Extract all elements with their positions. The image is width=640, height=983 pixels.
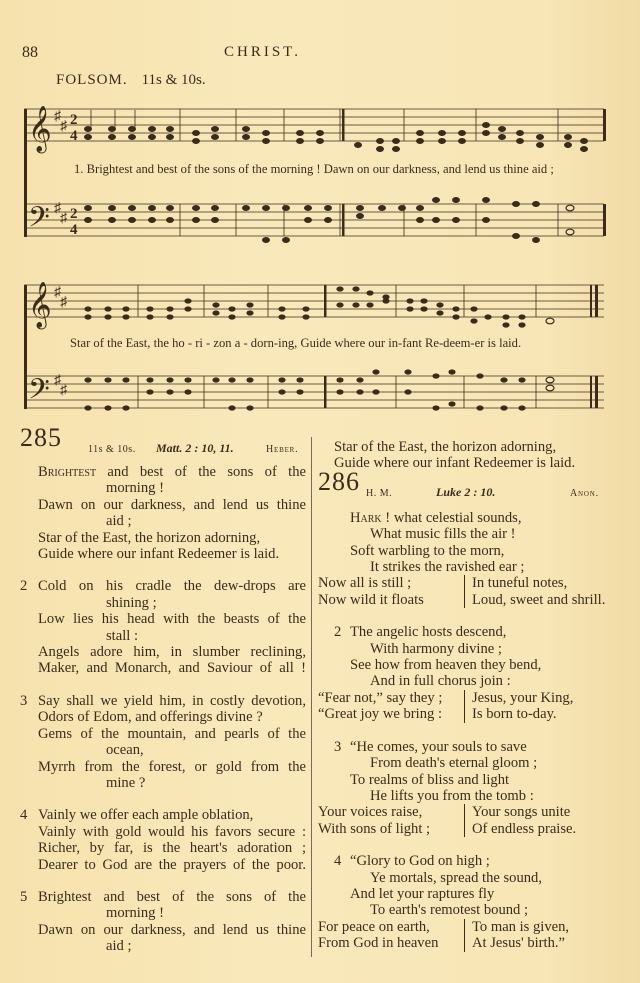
svg-text:♯: ♯ — [54, 285, 61, 300]
stanza-3 — [20, 693, 306, 791]
hymn-author: Anon. — [570, 487, 599, 499]
verse-line-wrap: mine ? — [106, 774, 146, 791]
verse-line: Brightest and best of the sons of the — [38, 464, 306, 480]
verse-line: Low lies his head with the beasts of the — [38, 611, 306, 628]
music-system-2 — [20, 272, 612, 432]
verse-line: To earth's remotest bound ; — [370, 902, 529, 919]
verse-line: Angels adore him, in slumber reclining, — [38, 644, 306, 661]
hymn-meter: 11s & 10s. — [88, 444, 136, 455]
stanza-number: 2 — [20, 578, 28, 595]
verse-line-wrap: shining ; — [106, 594, 157, 611]
verse-line: To realms of bliss and light — [350, 771, 510, 788]
svg-text:𝄞: 𝄞 — [28, 282, 52, 328]
verse-line: Hark ! what celestial sounds, — [350, 509, 522, 526]
tune-title — [56, 72, 206, 89]
verse-line: He lifts you from the tomb : — [370, 787, 534, 804]
split-line: Your voices raise, Your songs unite — [318, 804, 571, 821]
lyric-line-1: 1. Brightest and best of the sons of the morning ! Dawn on our darkness, and lend us thine aid ; — [74, 162, 554, 176]
verse-line: Vainly with gold would his favors secure : — [38, 823, 306, 840]
verse-line: 3 Say shall we yield him, in costly devotion, — [20, 692, 306, 709]
svg-text:♯: ♯ — [54, 109, 61, 124]
verse-line: Guide where our infant Redeemer is laid. — [38, 546, 280, 563]
split-line: With sons of light ; Of endless praise. — [318, 820, 577, 837]
svg-text:2: 2 — [70, 112, 78, 128]
staff-notation-system-2 — [20, 272, 612, 432]
verse-line: See how from heaven they bend, — [350, 657, 542, 674]
verse-line-wrap: stall : — [106, 627, 139, 644]
verse-line-wrap: morning ! — [106, 905, 164, 922]
page-number: 88 — [22, 44, 38, 61]
split-line: “Fear not,” say they ; Jesus, your King, — [318, 689, 574, 706]
split-line: “Great joy we bring : Is born to-day. — [318, 706, 557, 723]
scripture-reference: Matt. 2 : 10, 11. — [156, 441, 234, 455]
verse-line-wrap: morning ! — [106, 480, 164, 497]
verse-line: With harmony divine ; — [370, 640, 502, 657]
split-line: Now wild it floats Loud, sweet and shrill. — [318, 591, 606, 608]
running-head: CHRIST. — [224, 44, 301, 60]
verse-line: Soft warbling to the morn, — [350, 542, 505, 559]
hymn-286-stanza-1 — [318, 510, 608, 608]
verse-line: And in full chorus join : — [370, 673, 511, 690]
verse-line: It strikes the ravished ear ; — [370, 559, 525, 576]
verse-line: 4 Vainly we offer each ample oblation, — [20, 807, 254, 824]
svg-text:♯: ♯ — [60, 383, 67, 398]
verse-line-wrap: aid ; — [106, 513, 132, 530]
verse-line: From death's eternal gloom ; — [370, 755, 538, 772]
verse-line: Dawn on our darkness, and lend us thine — [38, 921, 306, 938]
hymn-285-header — [20, 423, 306, 466]
svg-text:𝄢: 𝄢 — [28, 201, 50, 241]
tune-meter: 11s & 10s. — [141, 72, 206, 88]
svg-text:♯: ♯ — [60, 119, 67, 134]
stanza-number: 3 — [334, 738, 342, 755]
verse-line: 2 Cold on his cradle the dew-drops are — [20, 578, 306, 595]
hymn-meter: H. M. — [366, 487, 393, 499]
hymn-286-stanza-2 — [318, 624, 608, 722]
svg-text:4: 4 — [70, 222, 78, 238]
verse-line: Myrrh from the forest, or gold from the — [38, 758, 306, 775]
verse-line: Ye mortals, spread the sound, — [370, 869, 543, 886]
hymn-number: 285 — [20, 423, 62, 452]
hymn-285 — [20, 423, 306, 971]
stanza-4 — [20, 807, 306, 873]
column-divider — [311, 437, 312, 957]
split-line: From God in heaven At Jesus' birth.” — [318, 935, 566, 952]
svg-text:4: 4 — [70, 128, 78, 144]
stanza-number: 4 — [334, 853, 342, 870]
verse-line: Odors of Edom, and offerings divine ? — [38, 709, 263, 726]
stanza-5 — [20, 889, 306, 955]
svg-text:𝄢: 𝄢 — [28, 373, 50, 413]
svg-text:♯: ♯ — [54, 373, 61, 388]
verse-line: What music fills the air ! — [370, 526, 516, 543]
verse-line: 2 The angelic hosts descend, — [334, 624, 507, 641]
right-column — [318, 439, 608, 968]
stanza-2 — [20, 578, 306, 676]
split-line: Now all is still ; In tuneful notes, — [318, 575, 568, 592]
stanza-1 — [20, 464, 306, 562]
hymn-285-continued — [318, 439, 608, 472]
hymn-number: 286 — [318, 466, 360, 496]
svg-text:♯: ♯ — [60, 211, 67, 226]
split-line: For peace on earth, To man is given, — [318, 918, 570, 935]
stanza-number: 3 — [20, 692, 28, 709]
verse-line: Maker, and Monarch, and Saviour of all ! — [38, 660, 306, 677]
stanza-number: 2 — [334, 624, 342, 641]
verse-line-wrap: aid ; — [106, 938, 132, 955]
svg-text:♯: ♯ — [54, 201, 61, 216]
verse-line: Guide where our infant Redeemer is laid. — [334, 455, 576, 472]
hymn-286-stanza-3 — [318, 739, 608, 837]
verse-line: And let your raptures fly — [350, 885, 495, 902]
svg-text:♯: ♯ — [60, 295, 67, 310]
tune-name: FOLSOM. — [56, 72, 128, 88]
verse-line: Star of the East, the horizon adorning, — [334, 439, 557, 455]
svg-text:2: 2 — [70, 206, 78, 222]
scripture-reference: Luke 2 : 10. — [436, 484, 496, 499]
music-system-1 — [20, 96, 612, 256]
hymn-286-header — [318, 466, 608, 510]
verse-line: Dawn on our darkness, and lend us thine — [38, 496, 306, 513]
hymn-author: Heber. — [266, 444, 299, 455]
verse-line: Dearer to God are the prayers of the poor. — [38, 856, 306, 873]
svg-text:𝄞: 𝄞 — [28, 106, 52, 152]
stanza-number: 4 — [20, 807, 28, 824]
verse-line: 4 “Glory to God on high ; — [334, 853, 490, 870]
verse-line-wrap: ocean, — [106, 742, 144, 759]
verse-line: Richer, by far, is the heart's adoration ; — [38, 840, 306, 857]
verse-line: 5 Brightest and best of the sons of the — [20, 888, 306, 905]
verse-line: 3 “He comes, your souls to save — [334, 738, 527, 755]
lyric-line-2: Star of the East, the ho - ri - zon a - dorn-ing, Guide where our in-fant Re-deem-er is laid. — [70, 336, 522, 350]
verse-line: Gems of the mountain, and pearls of the — [38, 725, 306, 742]
verse-line: Star of the East, the horizon adorning, — [38, 529, 261, 546]
hymn-286-stanza-4 — [318, 853, 608, 951]
stanza-number: 5 — [20, 888, 28, 905]
